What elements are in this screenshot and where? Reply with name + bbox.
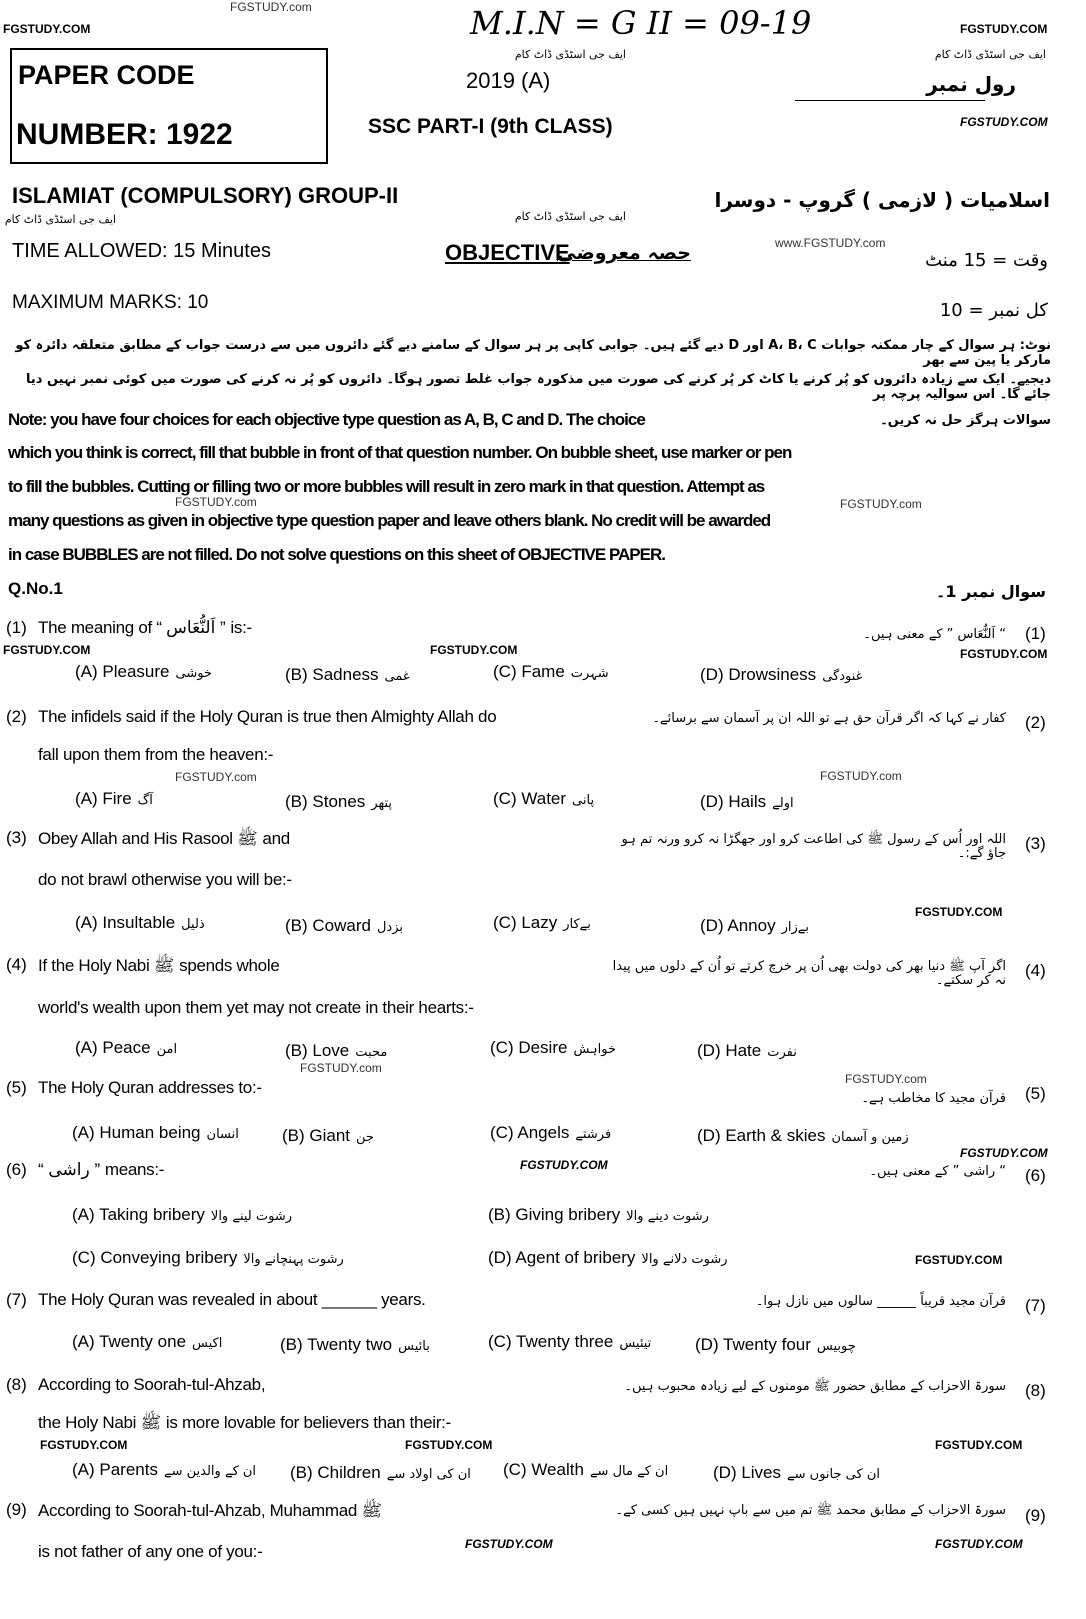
option-label: (B) Coward [285,916,371,935]
option-label: (D) Earth & skies [697,1126,826,1145]
watermark: FGSTUDY.com [175,770,257,784]
question-text: According to Soorah-tul-Ahzab, Muhammad ﷺ [38,1501,382,1520]
option-label-urdu: اکیس [192,1336,223,1351]
option-c [493,662,609,682]
question-number: (9) [6,1500,27,1519]
watermark: FGSTUDY.COM [915,1253,1003,1267]
option-label: (B) Twenty two [280,1335,393,1354]
watermark: FGSTUDY.COM [405,1438,493,1452]
option-label: (C) Angels [490,1123,570,1142]
option-label-urdu: خوشی [175,666,212,681]
question-number: (8) [6,1375,27,1394]
question-text-urdu: قرآن مجید کا مخاطب ہے۔ [861,1091,1006,1106]
option-label-urdu: ان کی اولاد سے [386,1467,471,1482]
watermark: FGSTUDY.COM [935,1438,1023,1452]
question-text: If the Holy Nabi ﷺ spends whole [38,956,280,975]
option-label-urdu: ان کے مال سے [589,1464,669,1479]
option-a [72,1460,256,1480]
option-label: (A) Human being [72,1123,201,1142]
note-english-line: which you think is correct, fill that bubble in front of that question number. On bubble sheet, use marker or pen [8,443,792,462]
roll-number-label: رول نمبر [926,72,1016,96]
subject-title-urdu: اسلامیات ( لازمی ) گروپ - دوسرا [714,188,1050,212]
question-text-urdu: سورۃ الاحزاب کے مطابق محمد ﷺ تم میں سے باپ نہیں ہیں کسی کے۔ [615,1503,1006,1518]
option-a [72,1332,222,1352]
paper-code-label: PAPER CODE [18,60,195,90]
time-allowed: TIME ALLOWED: 15 Minutes [12,240,271,262]
option-d [700,665,862,685]
option-b [285,665,410,685]
note-urdu-line: سوالات ہرگز حل نہ کریں۔ [880,413,1051,428]
option-label: (C) Desire [490,1038,568,1057]
option-c [503,1460,668,1480]
option-label: (A) Parents [72,1460,158,1479]
question-number: (6) [6,1160,27,1179]
option-label: (B) Giving bribery [488,1205,621,1224]
question-text: Obey Allah and His Rasool ﷺ and [38,829,290,848]
watermark: FGSTUDY.COM [960,115,1048,129]
question-text: According to Soorah-tul-Ahzab, [38,1375,266,1394]
question-text: world's wealth upon them yet may not create in their hearts:- [38,998,474,1017]
paper-number: NUMBER: 1922 [16,118,233,151]
marks-urdu: کل نمبر = 10 [939,300,1048,321]
option-label: (A) Peace [75,1038,151,1057]
option-a [72,1205,292,1225]
question-number: (5) [6,1078,27,1097]
watermark-urdu: ایف جی اسٹڈی ڈاٹ کام [934,48,1046,61]
question-text-urdu: کفار نے کہا کہ اگر قرآن حق ہے تو اللہ ان پر آسمان سے برسائے۔ [652,711,1006,726]
option-d [697,1041,797,1061]
option-label-urdu: تیئیس [619,1336,652,1351]
option-label-urdu: نفرت [767,1045,797,1060]
watermark: FGSTUDY.COM [430,643,518,657]
question-text: the Holy Nabi ﷺ is more lovable for believers than their:- [38,1413,451,1432]
option-label: (C) Wealth [503,1460,584,1479]
paper-code-box [10,48,328,164]
option-label-urdu: فرشتے [575,1127,612,1142]
option-label-urdu: بائیس [398,1339,430,1354]
note-english-line: in case BUBBLES are not filled. Do not solve questions on this sheet of OBJECTIVE PAPER. [8,545,665,564]
question-text: The Holy Quran was revealed in about ______ years. [38,1290,426,1309]
option-label-urdu: انسان [206,1127,239,1142]
question-number-urdu: (1) [1025,624,1046,643]
option-c [490,1123,611,1143]
option-label: (C) Lazy [493,913,558,932]
option-label-urdu: پانی [572,793,595,808]
roll-number-field [795,100,985,101]
question-number: (7) [6,1290,27,1309]
watermark: FGSTUDY.COM [960,22,1048,36]
option-a [75,662,212,682]
option-c [490,1038,616,1058]
option-label: (C) Twenty three [488,1332,614,1351]
option-label-urdu: ان کے والدین سے [163,1464,257,1479]
question-number-urdu: (5) [1025,1084,1046,1103]
option-d [700,916,809,936]
option-b [282,1126,374,1146]
option-label: (A) Fire [75,789,132,808]
watermark: FGSTUDY.com [845,1072,927,1086]
question-number-urdu: (4) [1025,961,1046,980]
question-number-urdu: (9) [1025,1506,1046,1525]
note-urdu-line: دیجیے۔ ایک سے زیادہ دائروں کو پُر کرنے یا کاٹ کر پُر کرنے کی صورت میں مذکورہ جواب غلط تصور ہوگا۔ دائروں کو پُر نہ کرنے کی صورت میں کوئی نمبر نہیں دیا جائے گا۔ اس سوالیہ پرچہ پر [26,372,1051,402]
question-number-urdu: (2) [1025,713,1046,732]
note-english-line: to fill the bubbles. Cutting or filling two or more bubbles will result in zero mark in that question. Attempt as [8,477,765,496]
time-urdu: وقت = 15 منٹ [925,250,1048,271]
option-b [285,792,392,812]
option-c [493,789,594,809]
option-label-urdu: پتھر [371,796,393,811]
question-text: The Holy Quran addresses to:- [38,1078,262,1097]
option-label-urdu: زمین و آسمان [831,1130,909,1145]
question-section-label: Q.No.1 [8,579,63,598]
watermark: FGSTUDY.com [300,1061,382,1075]
watermark: FGSTUDY.COM [3,22,91,36]
option-label: (D) Annoy [700,916,776,935]
option-label: (C) Fame [493,662,565,681]
note-english-line: many questions as given in objective type question paper and leave others blank. No credit will be awarded [8,511,771,530]
option-c [72,1248,344,1268]
question-text-urdu: اگر آپ ﷺ دنیا بھر کی دولت بھی اُن پر خرچ کرتے تو اُن کے دلوں میں پیدا نہ کر سکتے۔ [612,959,1006,988]
watermark: FGSTUDY.COM [520,1158,608,1172]
question-number-urdu: (3) [1025,834,1046,853]
option-label: (D) Hate [697,1041,762,1060]
watermark: FGSTUDY.COM [3,643,91,657]
option-label: (C) Water [493,789,567,808]
option-label-urdu: بےکار [563,917,591,932]
question-text-urdu: قرآن مجید قریباً ______ سالوں میں نازل ہوا۔ [755,1294,1006,1309]
option-a [75,789,153,809]
option-a [72,1123,239,1143]
watermark-urdu: ایف جی اسٹڈی ڈاٹ کام [4,213,116,226]
class-title: SSC PART-I (9th CLASS) [368,115,613,138]
option-label-urdu: اولے [772,796,794,811]
option-label-urdu: آگ [137,793,153,808]
watermark: FGSTUDY.com [840,497,922,511]
exam-year: 2019 (A) [466,68,551,93]
watermark-urdu: ایف جی اسٹڈی ڈاٹ کام [514,48,626,61]
option-c [488,1332,651,1352]
note-english-line: Note: you have four choices for each objective type question as A, B, C and D. The choice [8,410,645,429]
objective-heading-urdu: حصہ معروضی [557,242,691,264]
option-label-urdu: جن [356,1130,374,1145]
watermark: FGSTUDY.COM [915,905,1003,919]
question-text: “ راشی ” means:- [38,1160,165,1179]
option-label: (B) Sadness [285,665,379,684]
question-text: The meaning of “ اَلنُّعَاس ” is:- [38,618,252,637]
option-label: (A) Insultable [75,913,176,932]
option-d [700,792,794,812]
option-label-urdu: چوبیس [816,1339,856,1354]
option-label-urdu: رشوت لینے والا [210,1209,293,1224]
option-label: (D) Twenty four [695,1335,811,1354]
option-label-urdu: غمی [384,669,410,684]
option-label-urdu: شہرت [570,666,609,681]
option-b [290,1463,471,1483]
watermark-urdu: ایف جی اسٹڈی ڈاٹ کام [514,210,626,223]
option-label-urdu: بےزار [781,920,809,935]
question-text: is not father of any one of you:- [38,1542,263,1561]
watermark: FGSTUDY.com [230,0,312,14]
option-b [488,1205,709,1225]
option-label: (B) Stones [285,792,366,811]
question-number-urdu: (7) [1025,1296,1046,1315]
option-a [75,913,205,933]
option-label: (D) Agent of bribery [488,1248,636,1267]
question-number-urdu: (6) [1025,1166,1046,1185]
option-label-urdu: بزدل [376,920,403,935]
option-label: (C) Conveying bribery [72,1248,238,1267]
option-b [280,1335,430,1355]
option-label-urdu: ذلیل [181,917,205,932]
handwritten-code: M.I.N = G II = 09-19 [470,4,812,42]
question-text-urdu: “ راشی ” کے معنی ہیں۔ [869,1164,1006,1179]
watermark: FGSTUDY.COM [960,647,1048,661]
option-d [713,1463,880,1483]
question-text-urdu: سورۃ الاحزاب کے مطابق حضور ﷺ مومنوں کے لیے زیادہ محبوب ہیں۔ [624,1379,1006,1394]
question-section-label-urdu: سوال نمبر 1۔ [935,582,1046,601]
question-text: fall upon them from the heaven:- [38,745,274,764]
option-label: (D) Hails [700,792,767,811]
question-number: (4) [6,955,27,974]
option-label: (B) Children [290,1463,381,1482]
option-b [285,916,403,936]
option-label-urdu: محبت [355,1045,388,1060]
option-a [75,1038,177,1058]
option-label: (B) Giant [282,1126,351,1145]
objective-heading: OBJECTIVE [445,240,570,265]
question-number: (1) [6,618,27,637]
option-label: (D) Drowsiness [700,665,817,684]
option-b [285,1041,387,1061]
option-label-urdu: امن [156,1042,178,1057]
question-text-urdu: “ اَلنُّعَاس ” کے معنی ہیں۔ [863,627,1006,642]
option-c [493,913,591,933]
option-d [697,1126,909,1146]
maximum-marks: MAXIMUM MARKS: 10 [12,292,209,313]
option-label: (D) Lives [713,1463,782,1482]
question-number-urdu: (8) [1025,1381,1046,1400]
subject-title: ISLAMIAT (COMPULSORY) GROUP-II [12,183,399,208]
watermark: FGSTUDY.com [175,495,257,509]
watermark: www.FGSTUDY.com [775,236,886,250]
note-urdu-line: نوٹ: ہر سوال کے چار ممکنہ جوابات A، B، C اور D دیے گئے ہیں۔ جوابی کاپی پر ہر سوال کے سامنے دیے گئے دائروں میں سے درست جواب کے مطابق متعلقہ دائرہ کو مارکر یا پین سے بھر [15,338,1051,368]
option-label-urdu: رشوت دلانے والا [641,1252,728,1267]
option-label: (A) Taking bribery [72,1205,205,1224]
watermark: FGSTUDY.COM [960,1146,1048,1160]
option-label: (B) Love [285,1041,350,1060]
question-text: The infidels said if the Holy Quran is true then Almighty Allah do [38,707,497,726]
option-label-urdu: ان کی جانوں سے [787,1467,880,1482]
watermark: FGSTUDY.COM [935,1537,1023,1551]
question-number: (3) [6,828,27,847]
option-label-urdu: غنودگی [822,669,863,684]
question-number: (2) [6,707,27,726]
option-label-urdu: رشوت پہنچانے والا [243,1252,344,1267]
question-text-urdu: اللہ اور اُس کے رسول ﷺ کی اطاعت کرو اور جھگڑا نہ کرو ورنہ تم ہو جاؤ گے:۔ [621,832,1006,861]
option-d [695,1335,856,1355]
option-label: (A) Pleasure [75,662,170,681]
watermark: FGSTUDY.com [820,769,902,783]
watermark: FGSTUDY.COM [465,1537,553,1551]
option-d [488,1248,728,1268]
question-text: do not brawl otherwise you will be:- [38,870,292,889]
option-label-urdu: خواہش [573,1042,617,1057]
option-label-urdu: رشوت دینے والا [626,1209,709,1224]
watermark: FGSTUDY.COM [40,1438,128,1452]
option-label: (A) Twenty one [72,1332,187,1351]
